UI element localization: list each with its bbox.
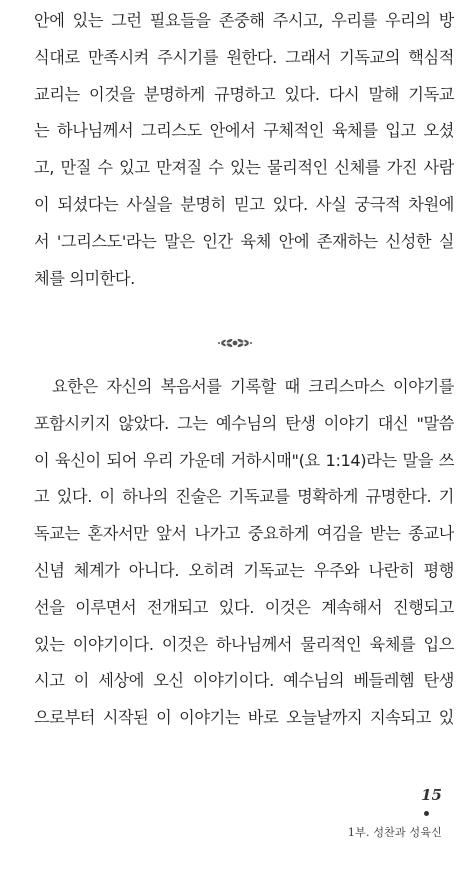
text-line: 체를 의미한다.: [34, 268, 135, 288]
text-line: 고 있다. 이 하나의 진술은 기독교를 명확하게 규명한다. 기: [34, 487, 454, 507]
paragraph: [34, 3, 454, 297]
text-line: 으로부터 시작된 이 이야기는 바로 오늘날까지 지속되고 있: [34, 708, 454, 728]
text-line: 선을 이루면서 전개되고 있다. 이것은 계속해서 진행되고: [34, 597, 454, 617]
text-line: 이 되셨다는 사실을 분명히 믿고 있다. 사실 궁극적 차원에: [34, 194, 454, 214]
text-line: 포함시키지 않았다. 그는 예수님의 탄생 이야기 대신 "말씀: [34, 413, 454, 433]
text-line: 안에 있는 그런 필요들을 존중해 주시고, 우리를 우리의 방: [34, 11, 454, 30]
page-number: 15: [421, 786, 442, 804]
running-footer-title: 1부. 성찬과 성육신: [347, 826, 442, 839]
paragraph: [34, 369, 454, 737]
text-line: 식대로 만족시켜 주시기를 원한다. 그래서 기독교의 핵심적: [34, 47, 454, 67]
text-line: 서 '그리스도'라는 말은 인간 육체 안에 존재하는 신성한 실: [34, 231, 454, 251]
text-line: 신념 체계가 아니다. 오히려 기독교는 우주와 나란히 평행: [34, 560, 454, 580]
text-line: 있는 이야기이다. 이것은 하나님께서 물리적인 육체를 입으: [34, 634, 454, 654]
text-line: 고, 만질 수 있고 만져질 수 있는 물리적인 신체를 가진 사람: [34, 158, 454, 178]
text-line: 교리는 이것을 분명하게 규명하고 있다. 다시 말해 기독교: [34, 84, 454, 104]
folio-dot-icon: [424, 811, 429, 816]
text-line: 독교는 혼자서만 앞서 나가고 중요하게 여김을 받는 종교나: [34, 524, 454, 544]
text-line: 요한은 자신의 복음서를 기록할 때 크리스마스 이야기를: [52, 377, 454, 396]
text-line: 는 하나님께서 그리스도 안에서 구체적인 육체를 입고 오셨: [34, 121, 454, 141]
section-divider-ornament-icon: [0, 335, 470, 355]
text-line: 시고 이 세상에 오신 이야기이다. 예수님의 베들레헴 탄생: [34, 671, 454, 691]
text-line: 이 육신이 되어 우리 가운데 거하시매"(요 1:14)라는 말을 쓰: [34, 450, 454, 470]
